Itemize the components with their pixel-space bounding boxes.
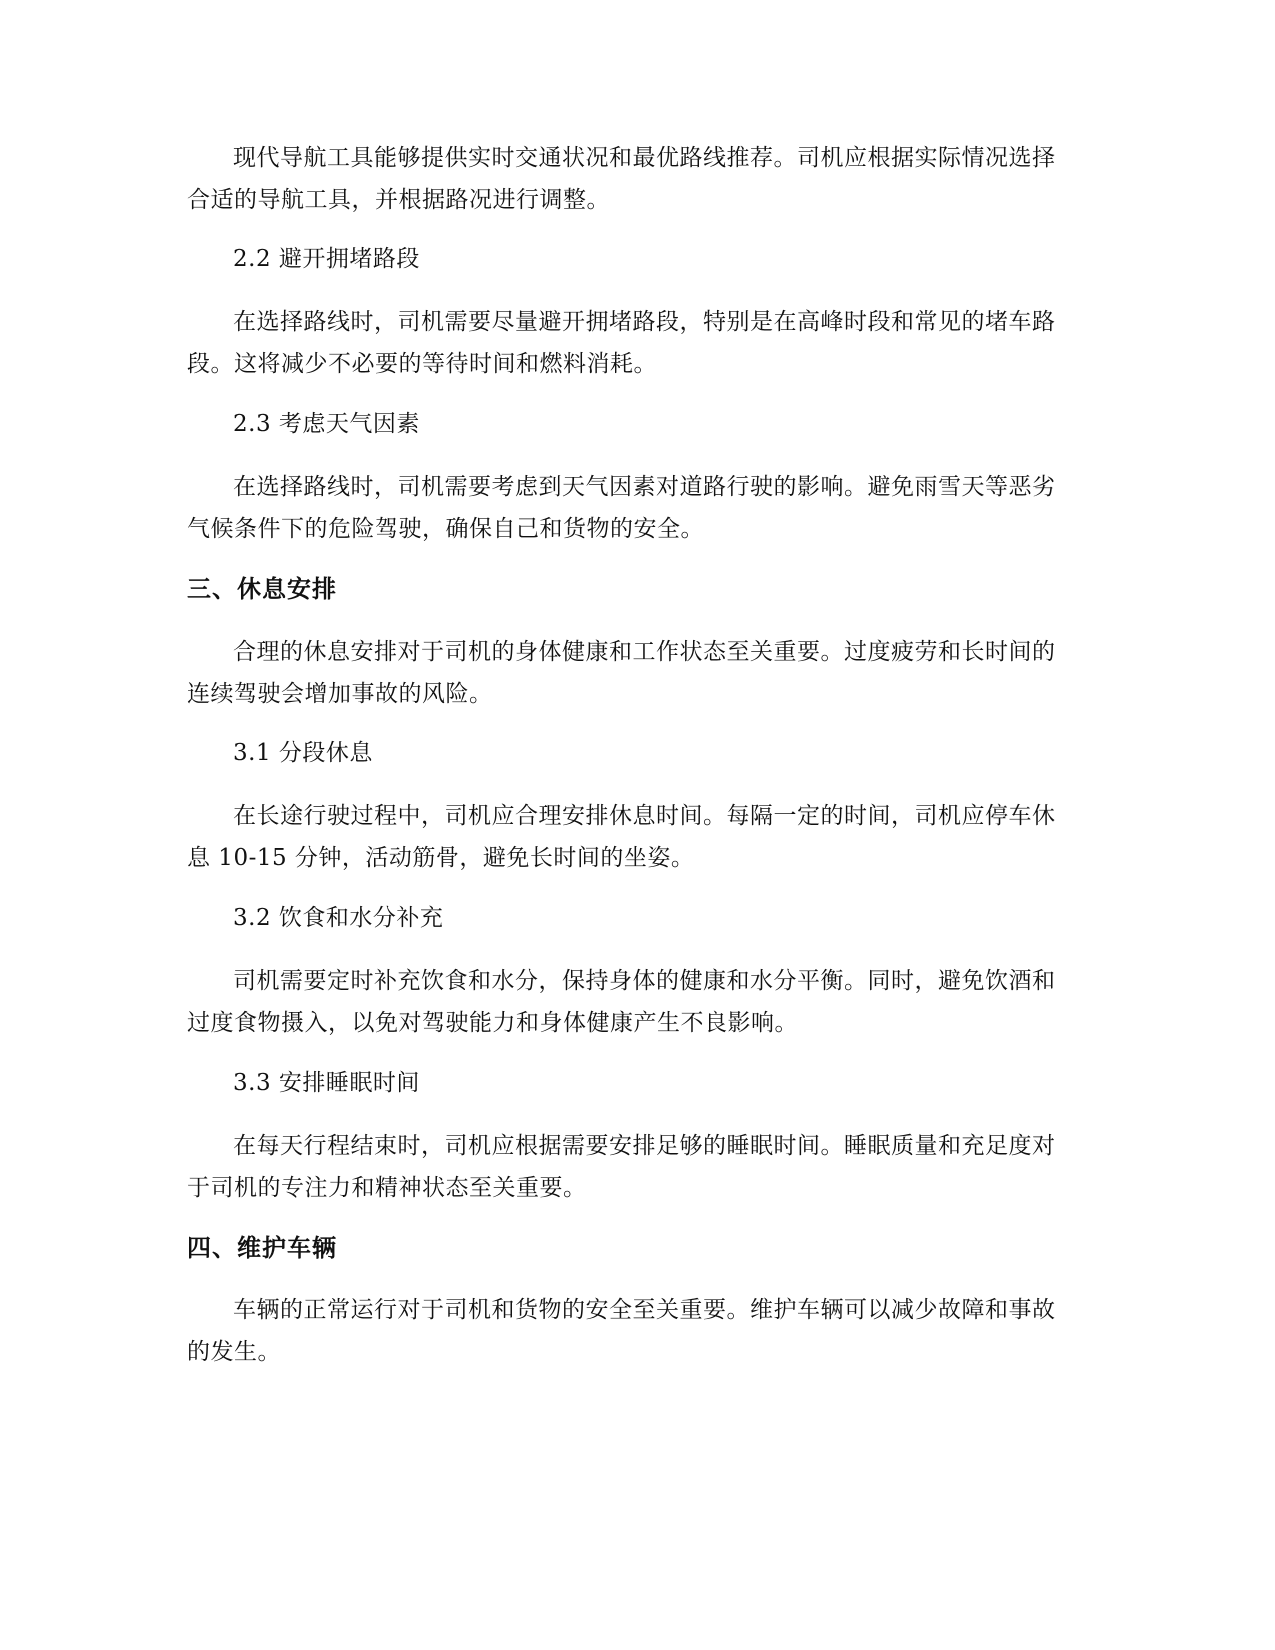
paragraph-navigation-tools: 现代导航工具能够提供实时交通状况和最优路线推荐。司机应根据实际情况选择合适的导航工具，并根据路况进行调整。 bbox=[187, 145, 1056, 213]
paragraph-rest-arrangement: 合理的休息安排对于司机的身体健康和工作状态至关重要。过度疲劳和长时间的连续驾驶会增加事故的风险。 bbox=[187, 639, 1056, 707]
subheading-2-2: 2.2 避开拥堵路段 bbox=[233, 246, 420, 272]
paragraph-sleep: 在每天行程结束时，司机应根据需要安排足够的睡眠时间。睡眠质量和充足度对于司机的专注力和精神状态至关重要。 bbox=[187, 1133, 1056, 1201]
paragraph-weather: 在选择路线时，司机需要考虑到天气因素对道路行驶的影响。避免雨雪天等恶劣气候条件下的危险驾驶，确保自己和货物的安全。 bbox=[187, 474, 1056, 542]
subheading-3-1: 3.1 分段休息 bbox=[233, 740, 373, 766]
section-heading-3: 三、休息安排 bbox=[187, 575, 337, 603]
paragraph-segmented-rest: 在长途行驶过程中，司机应合理安排休息时间。每隔一定的时间，司机应停车休息 10-15 分钟，活动筋骨，避免长时间的坐姿。 bbox=[187, 803, 1056, 871]
paragraph-vehicle-maintenance: 车辆的正常运行对于司机和货物的安全至关重要。维护车辆可以减少故障和事故的发生。 bbox=[187, 1297, 1056, 1365]
subheading-2-3: 2.3 考虑天气因素 bbox=[233, 411, 420, 437]
section-heading-4: 四、维护车辆 bbox=[187, 1234, 337, 1262]
paragraph-diet-water: 司机需要定时补充饮食和水分，保持身体的健康和水分平衡。同时，避免饮酒和过度食物摄入，以免对驾驶能力和身体健康产生不良影响。 bbox=[187, 968, 1056, 1036]
subheading-3-2: 3.2 饮食和水分补充 bbox=[233, 905, 444, 931]
subheading-3-3: 3.3 安排睡眠时间 bbox=[233, 1070, 420, 1096]
paragraph-avoid-congestion: 在选择路线时，司机需要尽量避开拥堵路段，特别是在高峰时段和常见的堵车路段。这将减少不必要的等待时间和燃料消耗。 bbox=[187, 309, 1056, 377]
